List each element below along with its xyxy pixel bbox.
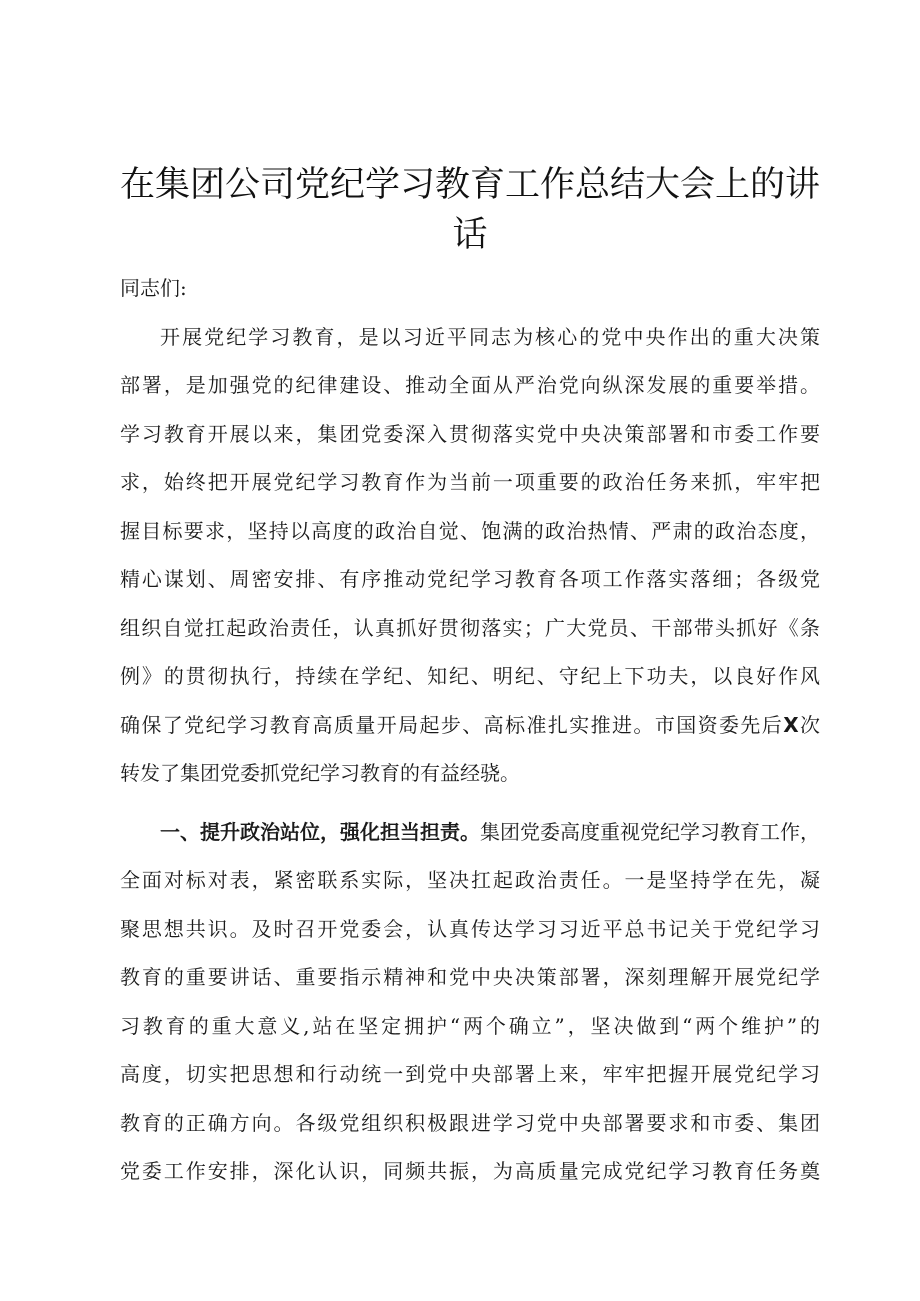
intro-line-2: 部署，是加强党的纪律建设、推动全面从严治党向纵深发展的重要举措。 xyxy=(120,373,820,397)
section-1-heading: 一、提升政治站位，强化担当担责。 xyxy=(160,819,480,844)
section-1-line-7: 教育的正确方向。各级党组织积极跟进学习党中央部署要求和市委、集团 xyxy=(120,1110,820,1135)
intro-paragraph xyxy=(120,313,820,798)
intro-line-6: 精心谋划、周密安排、有序推动党纪学习教育各项工作落实落细；各级党 xyxy=(120,567,820,591)
document-title xyxy=(120,160,820,260)
intro-line-9 xyxy=(120,701,820,750)
intro-line-7: 组织自觉扛起政治责任，认真抓好贯彻落实；广大党员、干部带头抓好《条 xyxy=(120,615,820,640)
intro-line-10: 转发了集团党委抓党纪学习教育的有益经骁。 xyxy=(120,761,520,785)
x-count-value: X xyxy=(783,712,799,737)
intro-line-3: 学习教育开展以来，集团党委深入贯彻落实党中央决策部署和市委工作要 xyxy=(120,421,820,446)
section-1-line-5: 习教育的重大意义,站在坚定拥护“两个确立”，坚决做到“两个维护”的 xyxy=(120,1013,820,1038)
title-line-1: 在集团公司党纪学习教育工作总结大会上的讲 xyxy=(120,165,821,205)
document-body xyxy=(120,264,820,1196)
title-line-2: 话 xyxy=(452,215,488,255)
section-1-line-3: 聚思想共识。及时召开党委会，认真传达学习习近平总书记关于党纪学习 xyxy=(120,916,820,941)
section-1-line-4: 教育的重要讲话、重要指示精神和党中央决策部署，深刻理解开展党纪学 xyxy=(120,965,820,989)
intro-line-9-suffix: 次 xyxy=(798,712,820,737)
section-1-line-6: 高度，切实把思想和行动统一到党中央部署上来，牢牢把握开展党纪学习 xyxy=(120,1062,820,1086)
intro-line-1: 开展党纪学习教育，是以习近平同志为核心的党中央作出的重大决策 xyxy=(160,324,820,349)
section-1-line-2: 全面对标对表，紧密联系实际，坚决扛起政治责任。一是坚持学在先，凝 xyxy=(120,868,820,892)
section-1-line-1-rest: 集团党委高度重视党纪学习教育工作， xyxy=(480,819,820,844)
section-1-line-1 xyxy=(120,808,820,857)
section-1-paragraph xyxy=(120,808,820,1196)
section-1-line-8: 党委工作安排，深化认识，同频共振，为高质量完成党纪学习教育任务奠 xyxy=(120,1159,820,1183)
intro-line-9-prefix: 确保了党纪学习教育高质量开局起步、高标准扎实推进。市国资委先后 xyxy=(120,712,784,737)
greeting: 同志们: xyxy=(120,276,187,300)
intro-line-5: 握目标要求，坚持以高度的政治自觉、饱满的政治热情、严肃的政治态度， xyxy=(120,518,820,543)
intro-line-8: 例》的贯彻执行，持续在学纪、知纪、明纪、守纪上下功夫，以良好作风 xyxy=(120,664,820,688)
intro-line-4: 求，始终把开展党纪学习教育作为当前一项重要的政治任务来抓，牢牢把 xyxy=(120,470,820,494)
